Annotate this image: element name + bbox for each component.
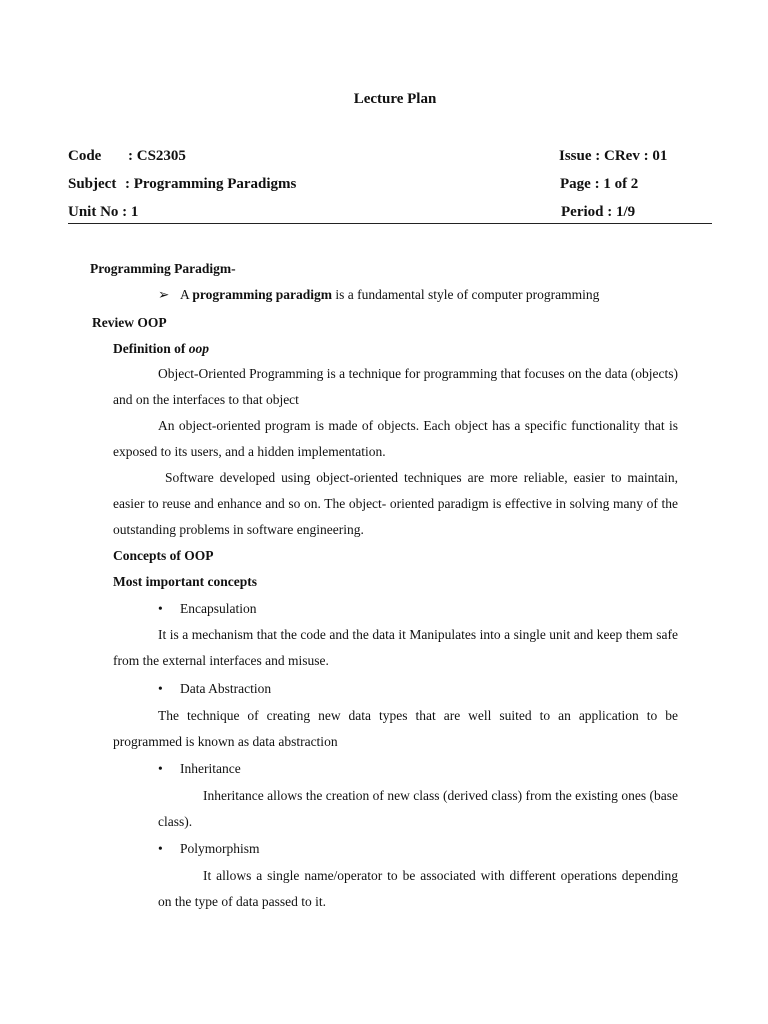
page-number-label: Page : 1 of 2 (560, 176, 639, 192)
arrow-bullet-icon: ➢ (158, 287, 170, 302)
issue-label: Issue : CRev : 01 (559, 148, 668, 164)
concepts-heading: Concepts of OOP (113, 548, 214, 563)
concept-name: Data Abstraction (180, 681, 272, 696)
concept-description: It allows a single name/operator to be associated with different operations depending on the type of data passed to it. (158, 868, 678, 909)
concept-item (158, 841, 260, 857)
definition-paragraph-2: An object-oriented program is made of objects. Each object has a specific functionality that is exposed to its users, and a hidden implementation. (113, 418, 678, 459)
definition-paragraph-3: Software developed using object-oriented techniques are more reliable, easier to maintain, easier to reuse and enhance and so on. The object- oriented paradigm is effective in solving many of the outstanding problems in software engineering. (113, 470, 678, 537)
concept-name: Inheritance (180, 761, 241, 776)
subject-value: : Programming Paradigms (125, 176, 297, 192)
paradigm-bullet-pre: A (180, 287, 193, 302)
code-label: Code (68, 148, 102, 164)
paradigm-heading: Programming Paradigm- (90, 261, 236, 276)
paradigm-bullet-bold: programming paradigm (192, 287, 333, 302)
definition-heading-pre: Definition of (113, 341, 189, 356)
bullet-dot-icon: • (158, 601, 163, 616)
concept-item (158, 761, 241, 777)
unit-label: Unit No : 1 (68, 204, 139, 220)
paradigm-bullet (158, 287, 599, 303)
concept-name: Polymorphism (180, 841, 260, 856)
paradigm-bullet-post: is a fundamental style of computer programming (332, 287, 600, 302)
concept-description: The technique of creating new data types that are well suited to an application to be programmed is known as data abstraction (113, 708, 678, 749)
subject-label: Subject (68, 176, 117, 192)
definition-heading (113, 341, 209, 357)
period-label: Period : 1/9 (561, 204, 636, 220)
bullet-dot-icon: • (158, 841, 163, 856)
concept-description: Inheritance allows the creation of new class (derived class) from the existing ones (base class). (158, 788, 678, 829)
bullet-dot-icon: • (158, 761, 163, 776)
header-divider (68, 223, 712, 224)
page-title: Lecture Plan (353, 91, 437, 107)
bullet-dot-icon: • (158, 681, 163, 696)
concept-description: It is a mechanism that the code and the data it Manipulates into a single unit and keep them safe from the external interfaces and misuse. (113, 627, 678, 668)
code-value: : CS2305 (128, 148, 186, 164)
concept-name: Encapsulation (180, 601, 257, 616)
important-concepts-heading: Most important concepts (113, 574, 257, 589)
concept-item (158, 681, 271, 697)
concept-item (158, 601, 256, 617)
definition-paragraph-1: Object-Oriented Programming is a technique for programming that focuses on the data (objects) and on the interfaces to that object (113, 366, 678, 407)
definition-heading-em: oop (188, 341, 209, 356)
review-heading: Review OOP (92, 315, 167, 330)
